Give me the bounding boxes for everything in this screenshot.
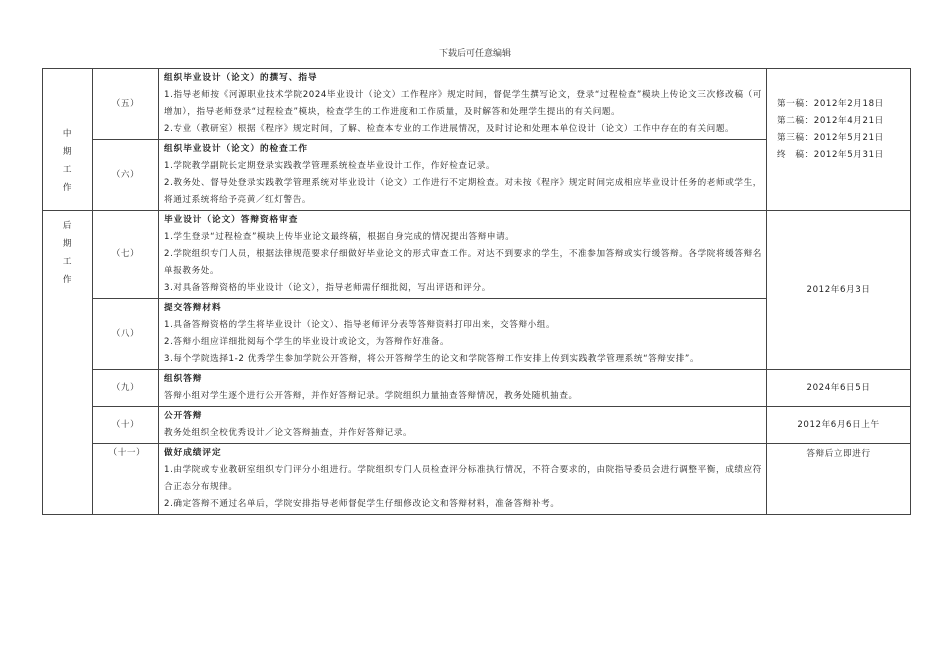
date-cell-seven-eight: 2012年6月3日 [767,211,911,370]
table-row [43,444,911,515]
row-number [93,444,159,515]
row-line: 2.学院组织专门人员，根据法律规范要求仔细做好毕业论文的形式审查工作。对达不到要求的学生，不准参加答辩或实行缓答辩。各学院将缓答辩名单报教务处。 [164,249,762,276]
date-cell-eleven: 答辩后立即进行 [767,444,911,515]
row-number: （六） [93,140,159,211]
row-title: 提交答辩材料 [164,303,222,313]
row-line: 3.每个学院选择1-2 优秀学生参加学院公开答辩，将公开答辩学生的论文和学院答辩工作安排上传到实践教学管理系统“答辩安排”。 [164,354,700,364]
table-row [43,69,911,140]
schedule-table [42,68,911,515]
row-title: 毕业设计（论文）答辩资格审查 [164,215,299,225]
row-line: 1.由学院或专业教研室组织专门评分小组进行。学院组织专门人员检查评分标准执行情况，不符合要求的，由院指导委员会进行调整平衡，成绩应符合正态分布规律。 [164,465,762,492]
row-content [159,140,767,211]
table-row [43,370,911,407]
page-header: 下载后可任意编辑 [438,49,511,59]
row-line: 2.确定答辩不通过名单后，学院安排指导老师督促学生仔细修改论文和答辩材料，准备答辩补考。 [164,499,560,509]
row-line: 2.答辩小组应详细批阅每个学生的毕业设计或论文，为答辩作好准备。 [164,337,450,347]
table-row [43,211,911,299]
row-content [159,211,767,299]
date-line: 第一稿：2012年2月18日 [777,99,884,109]
row-number: （八） [93,299,159,370]
row-content [159,370,767,407]
row-content [159,69,767,140]
row-line: 2.专业（教研室）根据《程序》规定时间，了解、检查本专业的工作进展情况，及时讨论和处理本单位设计（论文）工作中存在的有关问题。 [164,124,735,134]
row-line: 1.学院教学副院长定期登录实践教学管理系统检查毕业设计工作，作好检查记录。 [164,161,496,171]
phase-mid-cell [43,69,93,211]
row-line: 1.指导老师按《河源职业技术学院2024毕业设计（论文）工作程序》规定时间，督促学生撰写论文，登录“过程检查”模块上传论文三次修改稿（可增加），指导老师登录“过程检查”模块，检查学生的工作进度和工作质量，及时解答和处理学生提出的有关问题。 [164,90,762,117]
row-title: 组织答辩 [164,374,203,384]
date-cell-nine: 2024年6日5日 [767,370,911,407]
row-line: 3.对具备答辩资格的毕业设计（论文），指导老师需仔细批阅，写出评语和评分。 [164,283,491,293]
row-line: 2.教务处、督导处登录实践教学管理系统对毕业设计（论文）工作进行不定期检查。对未按《程序》规定时间完成相应毕业设计任务的老师或学生，将通过系统将给予亮黄／红灯警告。 [164,178,762,205]
row-content [159,444,767,515]
row-number: （五） [93,69,159,140]
date-cell-mid [767,69,911,211]
row-line: 1.学生登录“过程检查”模块上传毕业论文最终稿，根据自身完成的情况提出答辩申请。 [164,232,515,242]
phase-late-label: 后期工作 [62,221,73,285]
row-number: （十） [93,407,159,444]
row-number: （九） [93,370,159,407]
row-number-label: （十一） [108,448,146,458]
row-line: 教务处组织全校优秀设计／论文答辩抽查，并作好答辩记录。 [164,428,413,438]
row-content [159,407,767,444]
date-line: 终 稿：2012年5月31日 [777,150,884,160]
table-row [43,407,911,444]
row-line: 答辩小组对学生逐个进行公开答辩，并作好答辩记录。学院组织力量抽查答辩情况，教务处随机抽查。 [164,391,578,401]
row-number: （七） [93,211,159,299]
date-line: 第二稿：2012年4月21日 [777,116,884,126]
phase-late-cell [43,211,93,515]
phase-mid-label: 中期工作 [62,129,73,193]
row-title: 公开答辩 [164,411,203,421]
row-title: 做好成绩评定 [164,448,222,458]
row-title: 组织毕业设计（论文）的检查工作 [164,144,308,154]
row-line: 1.具备答辩资格的学生将毕业设计（论文）、指导老师评分表等答辩资料打印出来，交答辩小组。 [164,320,556,330]
date-line: 第三稿：2012年5月21日 [777,133,884,143]
date-cell-ten: 2012年6月6日上午 [767,407,911,444]
row-content [159,299,767,370]
row-title: 组织毕业设计（论文）的撰写、指导 [164,73,318,83]
